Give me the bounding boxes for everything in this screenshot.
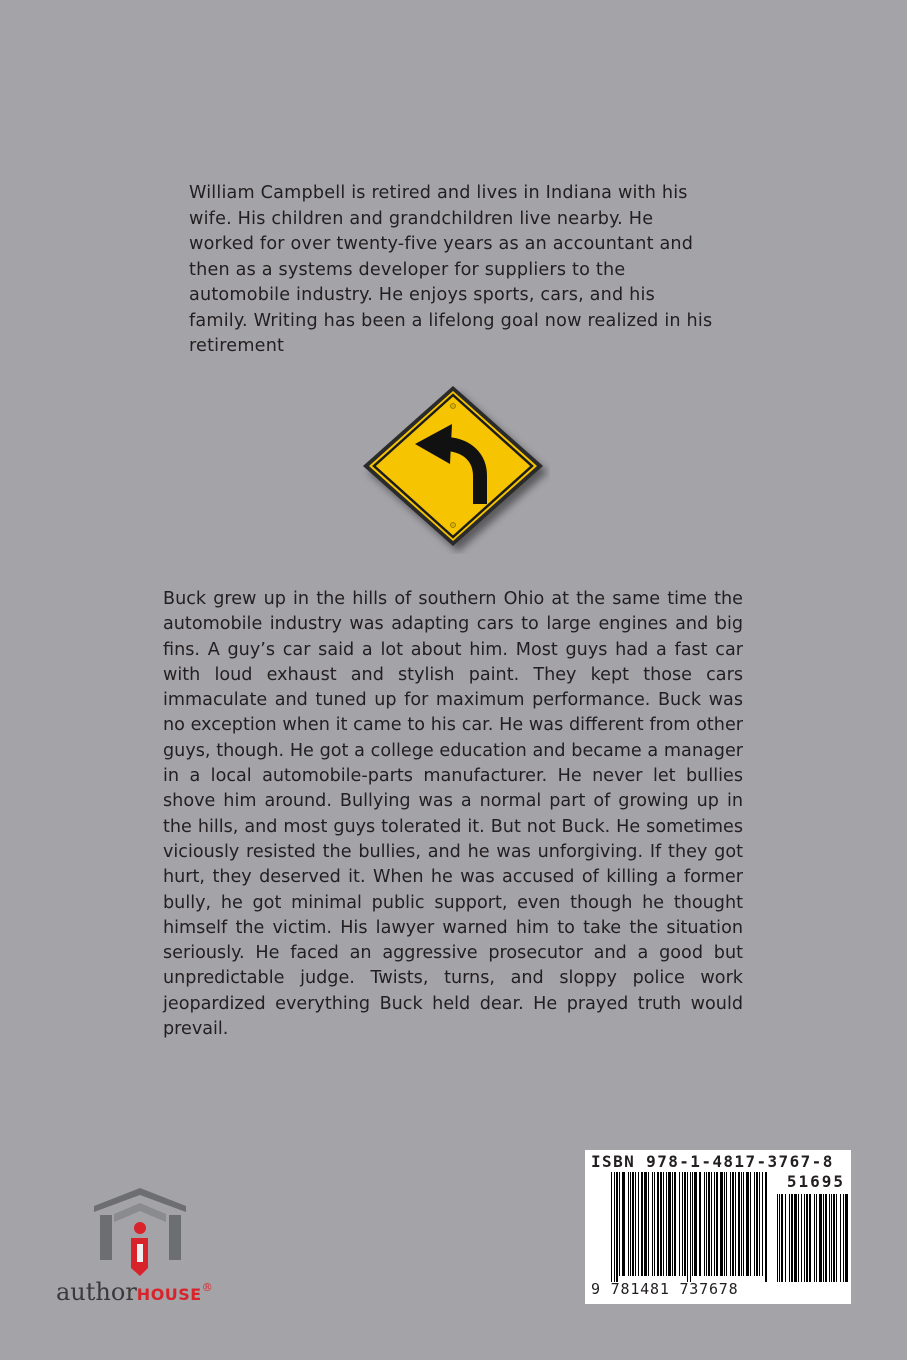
registered-mark: ®: [201, 1281, 213, 1294]
barcode-addon-digits: 51695: [786, 1172, 845, 1191]
isbn-barcode: [585, 1150, 851, 1304]
publisher-name-part1: author: [56, 1278, 137, 1306]
publisher-wordmark: [56, 1278, 213, 1306]
barcode-digits: 9 781481 737678: [591, 1280, 739, 1298]
book-blurb: Buck grew up in the hills of southern Ohio at the same time the automobile industry was adapting cars to large engines and big fins. A guy’s car said a lot about him. Most guys had a fast car with loud exhaust and stylish paint. They kept those cars immaculate and tuned up for maximum performance. Buck was no exception when it came to his car. He was different from other guys, though. He got a college education and became a manager in a local automobile-parts manufacturer. He never let bullies shove him around. Bullying was a normal part of growing up in the hills, and most guys tolerated it. But not Buck. He sometimes viciously resisted the bullies, and he was unforgiving. If they got hurt, they deserved it. When he was accused of killing a former bully, he got minimal public support, even though he thought himself the victim. His lawyer warned him to take the situation seriously. He faced an aggressive prosecutor and a good but unpredictable judge. Twists, turns, and sloppy police work jeopardized everything Buck held dear. He prayed truth would prevail.: [163, 589, 743, 1040]
author-bio: William Campbell is retired and lives in Indiana with his wife. His children and grandchildren live nearby. He worked for over twenty-five years as an accountant and then as a systems developer for suppliers to the automobile industry. He enjoys sports, cars, and his family. Writing has been a lifelong goal now realized in his retirement: [189, 183, 713, 356]
publisher-name-part2: HOUSE: [136, 1285, 202, 1304]
curve-left-road-sign-icon: [360, 384, 550, 554]
isbn-label: ISBN 978-1-4817-3767-8: [591, 1152, 834, 1171]
